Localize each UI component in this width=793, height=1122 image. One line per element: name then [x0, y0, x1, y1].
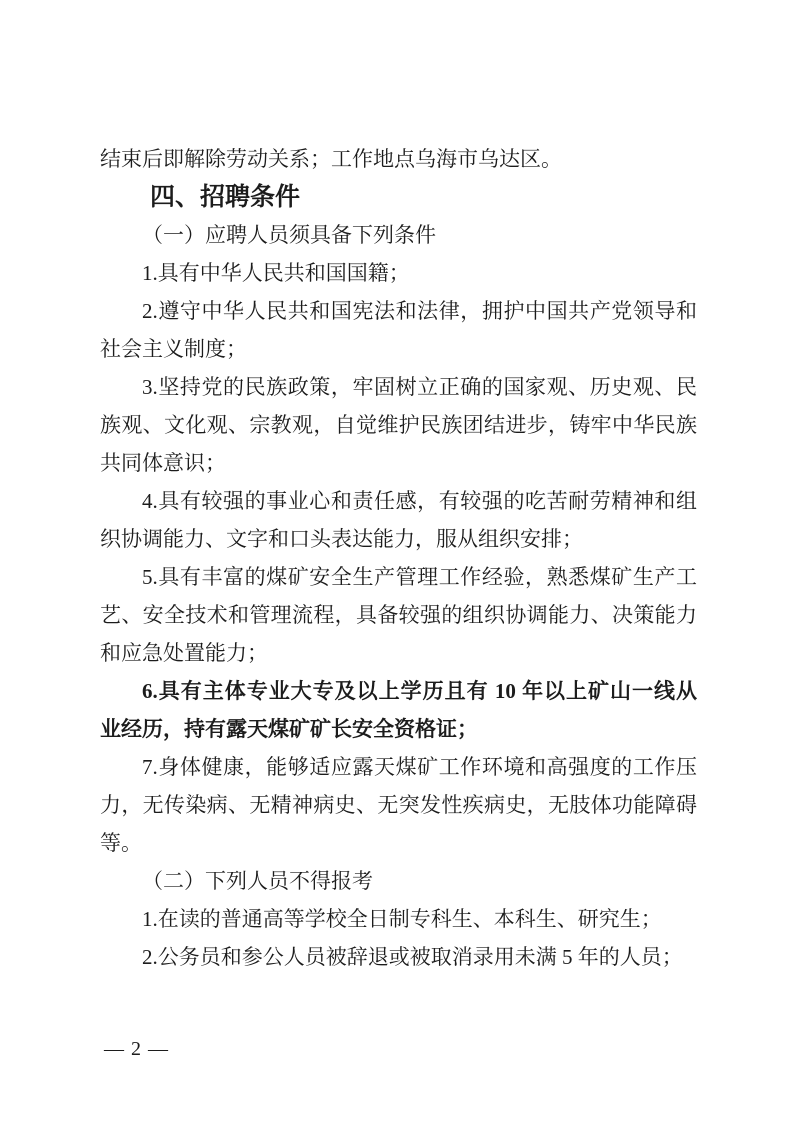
document-body — [100, 140, 697, 976]
text-line: 社会主义制度； — [100, 337, 247, 361]
page-number: — 2 — — [104, 1038, 169, 1060]
text-line: 族观、文化观、宗教观，自觉维护民族团结进步，铸牢中华民族 — [100, 413, 697, 437]
text-line: 6.具有主体专业大专及以上学历且有 10 年以上矿山一线从 — [142, 679, 697, 703]
text-line: 织协调能力、文字和口头表达能力，服从组织安排； — [100, 527, 583, 551]
requirement-item-1 — [100, 254, 697, 292]
requirement-item-4 — [100, 482, 697, 558]
text-line: 结束后即解除劳动关系；工作地点乌海市乌达区。 — [100, 147, 562, 171]
text-line: 力，无传染病、无精神病史、无突发性疾病史，无肢体功能障碍 — [100, 793, 697, 817]
text-line: 共同体意识； — [100, 451, 226, 475]
requirement-item-6 — [100, 672, 697, 748]
text-line: 和应急处置能力； — [100, 641, 268, 665]
text-line: 3.坚持党的民族政策，牢固树立正确的国家观、历史观、民 — [142, 375, 697, 399]
requirement-item-3 — [100, 368, 697, 482]
text-line: 2.遵守中华人民共和国宪法和法律，拥护中国共产党领导和 — [142, 299, 697, 323]
subheading-applicant-requirements — [100, 216, 697, 254]
requirement-item-2 — [100, 292, 697, 368]
text-line: 5.具有丰富的煤矿安全生产管理工作经验，熟悉煤矿生产工 — [142, 565, 697, 589]
requirement-item-5 — [100, 558, 697, 672]
text-line: 4.具有较强的事业心和责任感，有较强的吃苦耐劳精神和组 — [142, 489, 697, 513]
ineligible-item-2 — [100, 938, 697, 976]
text-line: 业经历，持有露天煤矿矿长安全资格证； — [100, 717, 478, 741]
paragraph-continuation — [100, 140, 697, 178]
text-line: （一）应聘人员须具备下列条件 — [142, 223, 436, 247]
ineligible-item-1 — [100, 900, 697, 938]
text-line: 等。 — [100, 831, 142, 855]
text-line: 1.在读的普通高等学校全日制专科生、本科生、研究生； — [142, 907, 662, 931]
text-line: 艺、安全技术和管理流程，具备较强的组织协调能力、决策能力 — [100, 603, 697, 627]
text-line: 四、招聘条件 — [150, 183, 301, 211]
text-line: 1.具有中华人民共和国国籍； — [142, 261, 410, 285]
requirement-item-7 — [100, 748, 697, 862]
text-line: 2.公务员和参公人员被辞退或被取消录用未满 5 年的人员； — [142, 945, 683, 969]
text-line: （二）下列人员不得报考 — [142, 869, 373, 893]
heading-recruitment-conditions — [100, 178, 697, 216]
subheading-ineligible-candidates — [100, 862, 697, 900]
text-line: 7.身体健康，能够适应露天煤矿工作环境和高强度的工作压 — [142, 755, 697, 779]
